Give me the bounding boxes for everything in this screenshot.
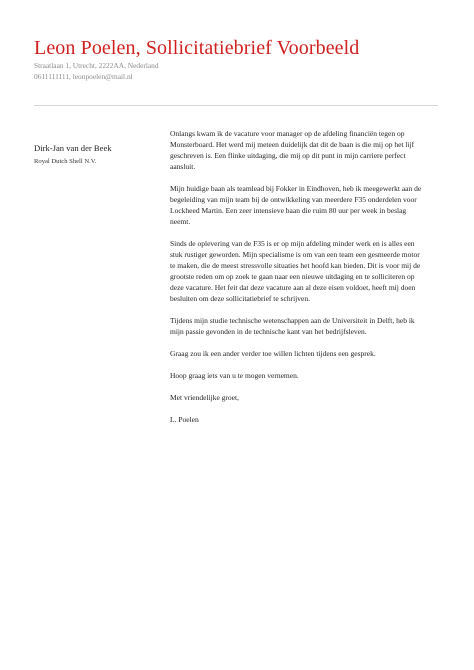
letter-line: Mijn huidige baan als teamlead bij Fokker in Eindhoven, heb ik meegewerkt aan de [170,184,422,193]
letter-line: Lockheed Martin. Een zeer intensieve baan die ruim 80 uur per week in beslag [170,206,407,215]
letter-body [170,128,442,436]
address-line: Straatlaan 1, Utrecht, 2222AA, Nederland [34,61,159,70]
letter-line: Onlangs kwam ik de vacature voor manager op de afdeling financiën tegen op [170,129,405,138]
letter-signature [170,414,442,425]
letter-paragraph [170,128,442,172]
recipient-name: Dirk-Jan van der Beek [34,143,112,153]
letter-paragraph [170,370,442,381]
letter-line: aansluit. [170,162,196,171]
letter-line: Monsterboard. Het werd mij meteen duidelijk dat dit de baan is die mij op het lijf [170,140,415,149]
letter-line: mijn passie gevonden in de technische kant van het bedrijfsleven. [170,327,367,336]
letter-line: geschreven is. Een flinke uitdaging, die mij op dit punt in mijn carriere perfect [170,151,406,160]
letter-line: Met vriendelijke groet, [170,393,239,402]
recipient-company: Royal Dutch Shell N.V. [34,158,97,165]
page-title: Leon Poelen, Sollicitatiebrief Voorbeeld [34,37,360,59]
letter-line: Hoop graag iets van u te mogen vernemen. [170,371,299,380]
letter-line: Sinds de oplevering van de F35 is er op mijn afdeling minder werk en is alles een [170,239,415,248]
letter-line: grootste reden om op zoek te gaan naar een nieuwe uitdaging en te solliciteren op [170,272,415,281]
letter-line: te maken, die de meest stressvolle situaties het hoofd kan bieden. Dit is voor mij de [170,261,421,270]
letter-closing [170,392,442,403]
letter-line: neemt. [170,217,191,226]
letter-paragraph [170,315,442,337]
header-divider [34,105,438,106]
letter-line: Tijdens mijn studie technische wetenschappen aan de Universiteit in Delft, heb ik [170,316,415,325]
letter-paragraph [170,183,442,227]
letter-paragraph [170,348,442,359]
letter-line: deze vacature. Het feit dat deze vacature aan al deze eisen voldoet, heeft mij doen [170,283,416,292]
letter-line: Graag zou ik een ander verder toe willen lichten tijdens een gesprek. [170,349,376,358]
letter-line: besluiten om deze sollicitatiebrief te schrijven. [170,294,310,303]
letter-paragraph [170,238,442,304]
letter-line: stuk rustiger geworden. Mijn specialisme is om van een team een gesmeerde motor [170,250,420,259]
contact-line: 0611111111, leonpoelen@mail.nl [34,72,133,81]
letter-line: L. Poelen [170,415,199,424]
letter-line: begeleiding van mijn team bij de ontwikkeling van meerdere F35 onderdelen voor [170,195,417,204]
